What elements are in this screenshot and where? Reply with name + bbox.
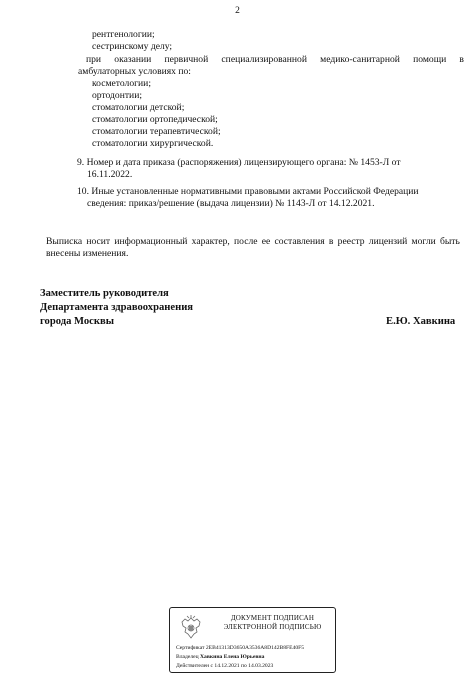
signer-title-line-1: Заместитель руководителя [40,288,169,299]
signer-title-line-3: города Москвы [40,316,114,327]
list-item: рентгенологии; [92,29,155,40]
list-item: косметологии; [92,78,151,89]
stamp-owner: Владелец Хавкина Елена Юрьевна [176,654,265,660]
electronic-signature-stamp [169,607,336,673]
signer-name: Е.Ю. Хавкина [386,316,456,327]
stamp-validity: Действителен с 14.12.2021 по 14.03.2023 [176,663,274,669]
item-9-line-2: 16.11.2022. [87,169,133,180]
list-item: стоматологии ортопедической; [92,114,218,125]
list-item: стоматологии хирургической. [92,138,214,149]
notice-line-1: Выписка носит информационный характер, после ее составления в реестр лицензий могли быть [46,236,460,247]
signer-title-line-2: Департамента здравоохранения [40,302,194,313]
notice-line-2: внесены изменения. [46,248,129,259]
page-number: 2 [235,6,240,16]
stamp-title: ДОКУМЕНТ ПОДПИСАН ЭЛЕКТРОННОЙ ПОДПИСЬЮ [223,614,322,631]
list-item: амбулаторных условиях по: [78,66,191,77]
list-item-justified: при оказании первичной специализированной медико-санитарной помощи в [86,54,464,65]
list-item: сестринскому делу; [92,41,173,52]
stamp-certificate: Сертификат 2EB41313D3650A3536A8D142B8FE40F5 [176,645,305,651]
item-9-line-1: 9. Номер и дата приказа (распоряжения) лицензирующего органа: № 1453-Л от [77,157,401,168]
list-item: ортодонтии; [92,90,142,101]
list-item: стоматологии детской; [92,102,185,113]
item-10-line-1: 10. Иные установленные нормативными правовыми актами Российской Федерации [77,186,419,197]
item-10-line-2: сведения: приказ/решение (выдача лицензии) № 1143-Л от 14.12.2021. [87,198,375,209]
list-item: стоматологии терапевтической; [92,126,221,137]
coat-of-arms-icon [177,614,205,642]
